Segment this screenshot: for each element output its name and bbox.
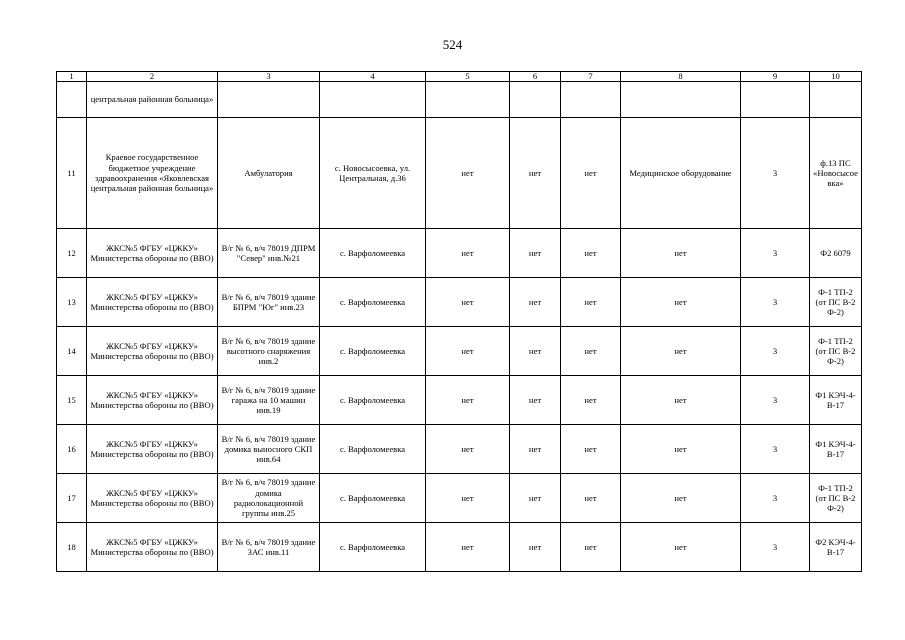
cell-col6: нет [510, 425, 561, 474]
cell-object: В/г № 6, в/ч 78019 здание ЗАС инв.11 [218, 523, 320, 572]
cell-col8: нет [621, 278, 741, 327]
cell-col5: нет [426, 278, 510, 327]
cell-object: В/г № 6, в/ч 78019 здание домика радиолокационной группы инв.25 [218, 474, 320, 523]
cell-object: В/г № 6, в/ч 78019 здание БПРМ "Юг" инв.23 [218, 278, 320, 327]
cell-col8: нет [621, 523, 741, 572]
cell-col5: нет [426, 118, 510, 229]
column-number: 4 [320, 72, 426, 82]
cell-owner: ЖКС№5 ФГБУ «ЦЖКУ» Министерства обороны по (ВВО) [87, 474, 218, 523]
table-row [57, 229, 862, 278]
cell-object: В/г № 6, в/ч 78019 здание домика выносного СКП инв.64 [218, 425, 320, 474]
cell-num: 15 [57, 376, 87, 425]
cell-owner: ЖКС№5 ФГБУ «ЦЖКУ» Министерства обороны по (ВВО) [87, 376, 218, 425]
cell-owner: ЖКС№5 ФГБУ «ЦЖКУ» Министерства обороны по (ВВО) [87, 229, 218, 278]
column-number: 2 [87, 72, 218, 82]
cell-owner: ЖКС№5 ФГБУ «ЦЖКУ» Министерства обороны по (ВВО) [87, 523, 218, 572]
cell-num: 12 [57, 229, 87, 278]
cell-col10: Ф-1 ТП-2 (от ПС В-2 Ф-2) [810, 278, 862, 327]
column-number: 10 [810, 72, 862, 82]
cell-object: В/г № 6, в/ч 78019 здание гаража на 10 машин инв.19 [218, 376, 320, 425]
column-number: 1 [57, 72, 87, 82]
cell-col6: нет [510, 229, 561, 278]
table-row [57, 474, 862, 523]
cell-num: 16 [57, 425, 87, 474]
column-number: 8 [621, 72, 741, 82]
cell-col9: 3 [741, 229, 810, 278]
cell-address: с. Варфоломеевка [320, 474, 426, 523]
cell-col7 [561, 82, 621, 118]
column-number: 6 [510, 72, 561, 82]
cell-col6: нет [510, 118, 561, 229]
cell-col9: 3 [741, 425, 810, 474]
cell-col8: нет [621, 376, 741, 425]
cell-object: В/г № 6, в/ч 78019 здание высотного снаряжения инв.2 [218, 327, 320, 376]
cell-num: 14 [57, 327, 87, 376]
cell-col7: нет [561, 278, 621, 327]
page-number: 524 [442, 37, 463, 52]
cell-address [320, 82, 426, 118]
cell-col8: Медицинское оборудование [621, 118, 741, 229]
cell-col9 [741, 82, 810, 118]
cell-col6: нет [510, 474, 561, 523]
cell-col9: 3 [741, 474, 810, 523]
cell-col9: 3 [741, 118, 810, 229]
column-number: 9 [741, 72, 810, 82]
cell-col5: нет [426, 229, 510, 278]
cell-col8: нет [621, 229, 741, 278]
cell-num [57, 82, 87, 118]
cell-address: с. Варфоломеевка [320, 376, 426, 425]
cell-col10 [810, 82, 862, 118]
cell-col5: нет [426, 474, 510, 523]
cell-object [218, 82, 320, 118]
cell-col6: нет [510, 327, 561, 376]
cell-col7: нет [561, 118, 621, 229]
cell-col7: нет [561, 327, 621, 376]
table-row [57, 523, 862, 572]
continuation-row [57, 82, 862, 118]
cell-col7: нет [561, 523, 621, 572]
cell-num: 11 [57, 118, 87, 229]
cell-owner: ЖКС№5 ФГБУ «ЦЖКУ» Министерства обороны по (ВВО) [87, 425, 218, 474]
cell-col5: нет [426, 425, 510, 474]
cell-col7: нет [561, 474, 621, 523]
cell-object: В/г № 6, в/ч 78019 ДПРМ "Север" инв.№21 [218, 229, 320, 278]
cell-object: Амбулатория [218, 118, 320, 229]
cell-col10: Ф2 6079 [810, 229, 862, 278]
table-row [57, 278, 862, 327]
column-number: 3 [218, 72, 320, 82]
table-row [57, 376, 862, 425]
cell-address: с. Варфоломеевка [320, 425, 426, 474]
cell-owner: ЖКС№5 ФГБУ «ЦЖКУ» Министерства обороны по (ВВО) [87, 278, 218, 327]
cell-col5: нет [426, 523, 510, 572]
cell-col10: Ф-1 ТП-2 (от ПС В-2 Ф-2) [810, 474, 862, 523]
cell-col7: нет [561, 229, 621, 278]
cell-col10: Ф-1 ТП-2 (от ПС В-2 Ф-2) [810, 327, 862, 376]
table-row [57, 425, 862, 474]
cell-col5: нет [426, 376, 510, 425]
cell-address: с. Варфоломеевка [320, 523, 426, 572]
cell-col5: нет [426, 327, 510, 376]
cell-address: с. Варфоломеевка [320, 229, 426, 278]
cell-col9: 3 [741, 327, 810, 376]
column-number: 7 [561, 72, 621, 82]
column-number-row [57, 72, 862, 82]
cell-num: 17 [57, 474, 87, 523]
cell-col6: нет [510, 278, 561, 327]
cell-col8: нет [621, 327, 741, 376]
cell-col10: ф.13 ПС «Новосысоевка» [810, 118, 862, 229]
cell-owner: Краевое государственное бюджетное учреждение здравоохранения «Яковлевская центральная районная больница» [87, 118, 218, 229]
cell-col6: нет [510, 376, 561, 425]
cell-col9: 3 [741, 376, 810, 425]
cell-col8: нет [621, 425, 741, 474]
cell-col9: 3 [741, 278, 810, 327]
cell-col6: нет [510, 523, 561, 572]
cell-col7: нет [561, 376, 621, 425]
cell-col8: нет [621, 474, 741, 523]
cell-address: с. Варфоломеевка [320, 327, 426, 376]
cell-col8 [621, 82, 741, 118]
cell-num: 13 [57, 278, 87, 327]
cell-owner: ЖКС№5 ФГБУ «ЦЖКУ» Министерства обороны по (ВВО) [87, 327, 218, 376]
cell-col6 [510, 82, 561, 118]
data-table [56, 71, 862, 572]
cell-address: с. Варфоломеевка [320, 278, 426, 327]
cell-owner: центральная районная больница» [87, 82, 218, 118]
cell-address: с. Новосысоевка, ул. Центральная, д.36 [320, 118, 426, 229]
column-number: 5 [426, 72, 510, 82]
table-row [57, 118, 862, 229]
cell-col10: Ф1 КЭЧ-4-В-17 [810, 376, 862, 425]
cell-col5 [426, 82, 510, 118]
cell-num: 18 [57, 523, 87, 572]
cell-col10: Ф1 КЭЧ-4-В-17 [810, 425, 862, 474]
cell-col7: нет [561, 425, 621, 474]
cell-col10: Ф2 КЭЧ-4-В-17 [810, 523, 862, 572]
table-row [57, 327, 862, 376]
cell-col9: 3 [741, 523, 810, 572]
